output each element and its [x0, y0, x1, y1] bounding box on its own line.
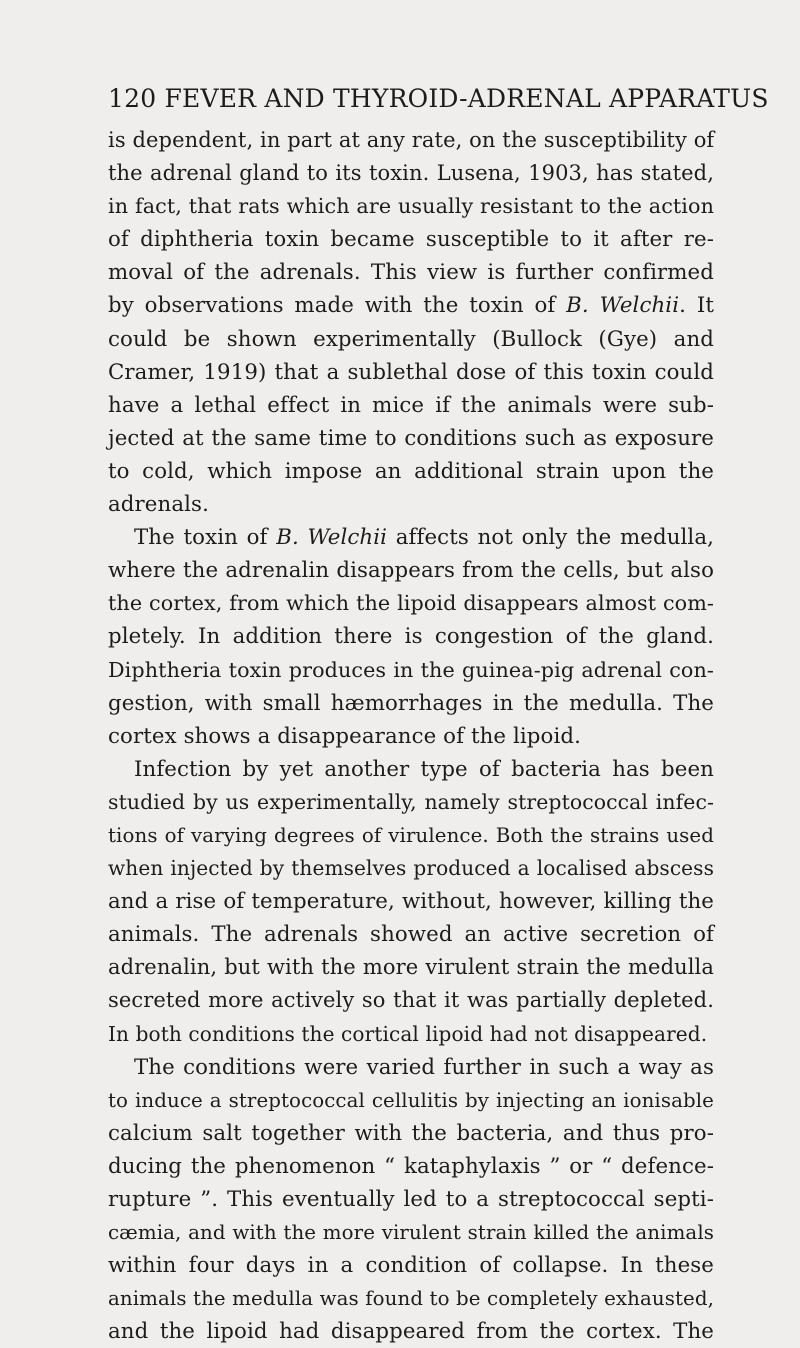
text-line: adrenalin, but with the more virulent strain the medulla	[108, 955, 714, 980]
text-line: In both conditions the cortical lipoid had not disappeared.	[108, 1021, 708, 1046]
text-line: and the lipoid had disappeared from the cortex. The	[108, 1319, 714, 1345]
text-line	[108, 521, 714, 554]
text-line: have a lethal effect in mice if the animals were sub-	[108, 392, 714, 418]
text-line: studied by us experimentally, namely streptococcal infec-	[108, 789, 714, 814]
text-line: calcium salt together with the bacteria, and thus pro-	[108, 1120, 714, 1146]
text-line: rupture ”. This eventually led to a streptococcal septi-	[108, 1187, 714, 1212]
text-run: by observations made with the toxin of	[108, 293, 567, 319]
text-line: within four days in a condition of collapse. In these	[108, 1253, 714, 1279]
text-line: could be shown experimentally (Bullock (Gye) and	[108, 326, 714, 352]
text-line: of diphtheria toxin became susceptible to it after re-	[108, 227, 714, 253]
text-line: pletely. In addition there is congestion of the gland.	[108, 624, 714, 650]
body-text	[108, 124, 714, 1348]
text-line: Infection by yet another type of bacteria has been	[134, 756, 714, 782]
text-line: in fact, that rats which are usually resistant to the action	[108, 194, 714, 219]
text-line: moval of the adrenals. This view is further confirmed	[108, 260, 714, 286]
text-line	[108, 289, 714, 322]
text-run: The toxin of	[134, 525, 277, 551]
text-line: to cold, which impose an additional strain upon the	[108, 458, 714, 484]
text-line: tions of varying degrees of virulence. Both the strains used	[108, 823, 714, 847]
text-run: . It	[679, 293, 714, 319]
text-line: animals. The adrenals showed an active secretion of	[108, 922, 714, 948]
text-line: the adrenal gland to its toxin. Lusena, 1903, has stated,	[108, 161, 714, 186]
text-line: Cramer, 1919) that a sublethal dose of this toxin could	[108, 359, 714, 385]
text-line: ducing the phenomenon “ kataphylaxis ” or “ defence-	[108, 1153, 714, 1179]
text-line: secreted more actively so that it was partially depleted.	[108, 988, 714, 1013]
text-run: affects not only the medulla,	[387, 525, 714, 551]
text-line: adrenals.	[108, 492, 209, 518]
text-line: cortex shows a disappearance of the lipoid.	[108, 723, 581, 749]
text-line: is dependent, in part at any rate, on the susceptibility of	[108, 128, 715, 152]
text-line: jected at the same time to conditions such as exposure	[108, 425, 714, 451]
running-head: 120 FEVER AND THYROID-ADRENAL APPARATUS	[108, 84, 769, 113]
text-line: The conditions were varied further in such a way as	[134, 1054, 714, 1080]
text-line: Diphtheria toxin produces in the guinea-pig adrenal con-	[108, 657, 714, 682]
text-line: the cortex, from which the lipoid disappears almost com-	[108, 591, 714, 616]
text-line: gestion, with small hæmorrhages in the medulla. The	[108, 690, 714, 716]
text-line: where the adrenalin disappears from the cells, but also	[108, 558, 714, 584]
text-line: cæmia, and with the more virulent strain killed the animals	[108, 1221, 714, 1245]
text-line: animals the medulla was found to be completely exhausted,	[108, 1287, 714, 1311]
text-line: to induce a streptococcal cellulitis by injecting an ionisable	[108, 1088, 714, 1112]
text-line: when injected by themselves produced a localised abscess	[108, 856, 714, 881]
species-name: B. Welchii	[566, 293, 680, 319]
text-line: and a rise of temperature, without, however, killing the	[108, 889, 714, 915]
species-name: B. Welchii	[276, 525, 388, 551]
